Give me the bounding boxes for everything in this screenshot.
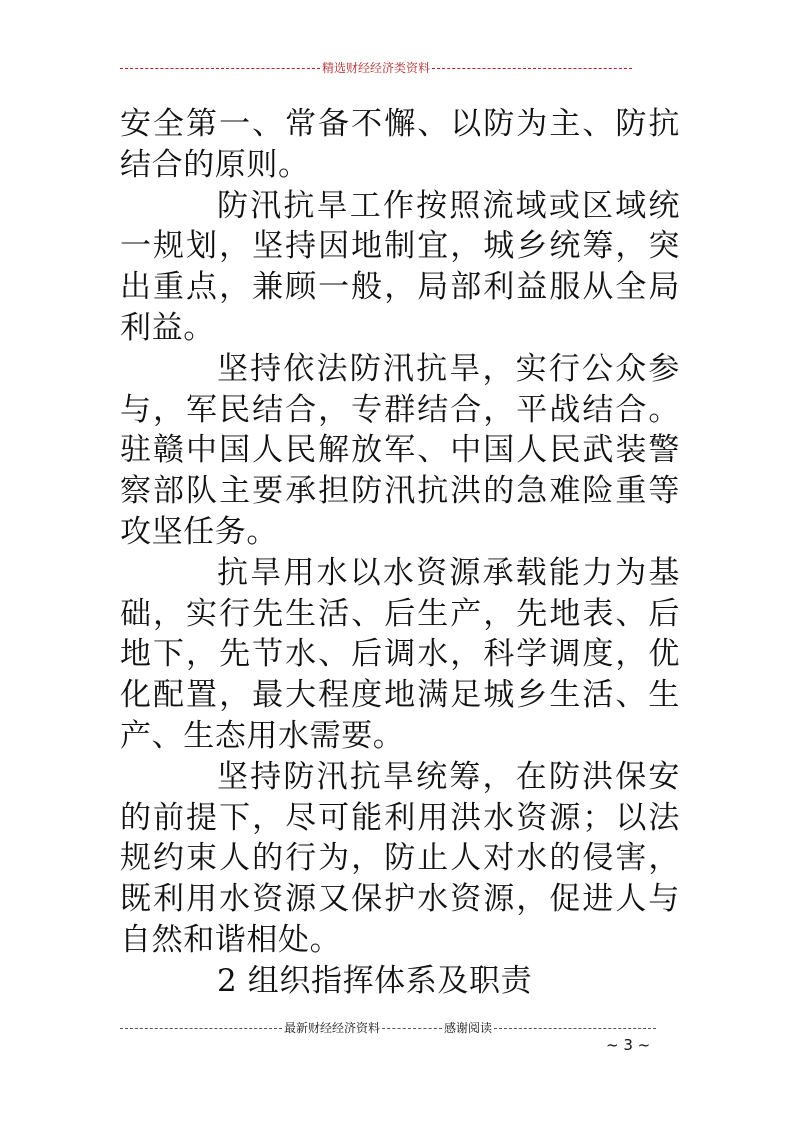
paragraph-planning: 防汛抗旱工作按照流域或区域统一规划，坚持因地制宜，城乡统筹，突出重点，兼顾一般，局部利益服从全局利益。 [120, 187, 680, 346]
header-divider-right [432, 68, 632, 69]
footer-left-text: 最新财经经济资料 [283, 1021, 380, 1035]
footer-right-text: 感谢阅读 [444, 1021, 493, 1035]
page-footer [120, 1020, 656, 1036]
header-divider-left [120, 68, 320, 69]
header-title: 精选财经经济类资料 [322, 61, 431, 75]
page-header [120, 60, 632, 76]
footer-divider-middle [382, 1028, 442, 1029]
document-body [120, 104, 680, 1002]
page-number: ~ 3 ~ [606, 1036, 651, 1054]
footer-divider-right [494, 1028, 656, 1029]
footer-divider-left [120, 1028, 282, 1029]
paragraph-coordination: 坚持防汛抗旱统筹，在防洪保安的前提下，尽可能利用洪水资源；以法规约束人的行为，防止人对水的侵害，既利用水资源又保护水资源，促进人与自然和谐相处。 [120, 758, 680, 958]
paragraph-legal: 坚持依法防汛抗旱，实行公众参与，军民结合，专群结合，平战结合。驻赣中国人民解放军、中国人民武装警察部队主要承担防汛抗洪的急难险重等攻坚任务。 [120, 350, 680, 550]
section-heading: 2 组织指挥体系及职责 [217, 962, 533, 999]
paragraph-principle: 安全第一、常备不懈、以防为主、防抗结合的原则。 [120, 106, 680, 183]
paragraph-water-use: 抗旱用水以水资源承载能力为基础，实行先生活、后生产，先地表、后地下，先节水、后调水，科学调度，优化配置，最大程度地满足城乡生活、生产、生态用水需要。 [120, 554, 680, 754]
